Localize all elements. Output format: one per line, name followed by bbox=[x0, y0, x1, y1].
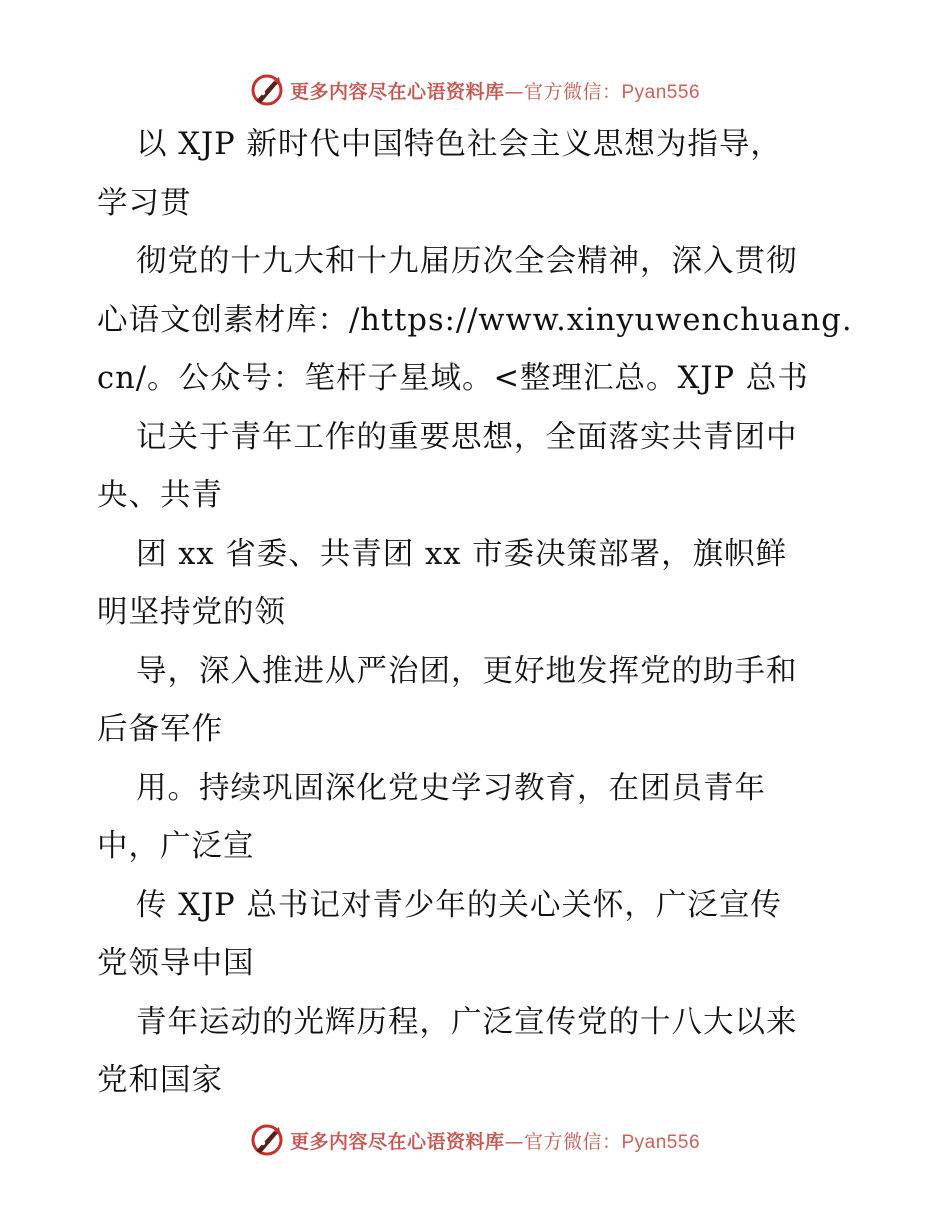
footer-banner-separator: —官方微信： bbox=[504, 1130, 622, 1153]
body-text-line: 中，广泛宣 bbox=[97, 829, 255, 864]
body-text-line: 团 xx 省委、共青团 xx 市委决策部署，旗帜鲜 bbox=[136, 536, 788, 572]
footer-banner-title: 更多内容尽在心语资料库 bbox=[289, 1130, 505, 1153]
header-banner-wechat-id: Pyan556 bbox=[621, 81, 701, 103]
body-text-line: 央、共青 bbox=[97, 478, 223, 513]
body-text-line: 导，深入推进从严治团，更好地发挥党的助手和 bbox=[136, 653, 798, 689]
body-text-line: 党和国家 bbox=[97, 1063, 223, 1098]
header-watermark-banner bbox=[0, 70, 950, 110]
header-banner-title: 更多内容尽在心语资料库 bbox=[289, 80, 505, 103]
body-text-line: 彻党的十九大和十九届历次全会精神，深入贯彻 bbox=[136, 244, 798, 279]
header-banner-text bbox=[290, 77, 700, 104]
body-text-line: 以 XJP 新时代中国特色社会主义思想为指导， bbox=[136, 127, 782, 162]
body-text-line: 心语文创素材库：/https://www.xinyuwenchuang. bbox=[97, 302, 853, 338]
header-banner-separator: —官方微信： bbox=[504, 80, 622, 103]
quill-pen-logo-icon bbox=[250, 73, 284, 107]
footer-banner-text bbox=[290, 1127, 700, 1154]
footer-watermark-banner bbox=[0, 1120, 950, 1160]
body-text-line: 记关于青年工作的重要思想，全面落实共青团中 bbox=[136, 419, 798, 455]
body-text-line: 用。持续巩固深化党史学习教育，在团员青年 bbox=[136, 770, 766, 806]
body-text-line: 明坚持党的领 bbox=[97, 595, 286, 630]
body-text-line: 党领导中国 bbox=[97, 946, 255, 981]
footer-banner-wechat-id: Pyan556 bbox=[621, 1131, 701, 1153]
document-body bbox=[97, 116, 857, 1111]
body-text-line: 学习贯 bbox=[97, 185, 192, 221]
body-text-line: cn/。公众号：笔杆子星域。<整理汇总。XJP 总书 bbox=[97, 361, 809, 396]
body-text-line: 传 XJP 总书记对青少年的关心关怀，广泛宣传 bbox=[136, 887, 782, 923]
body-text-line: 后备军作 bbox=[97, 712, 223, 747]
quill-pen-logo-icon bbox=[250, 1123, 284, 1157]
body-text-line: 青年运动的光辉历程，广泛宣传党的十八大以来 bbox=[136, 1004, 798, 1040]
